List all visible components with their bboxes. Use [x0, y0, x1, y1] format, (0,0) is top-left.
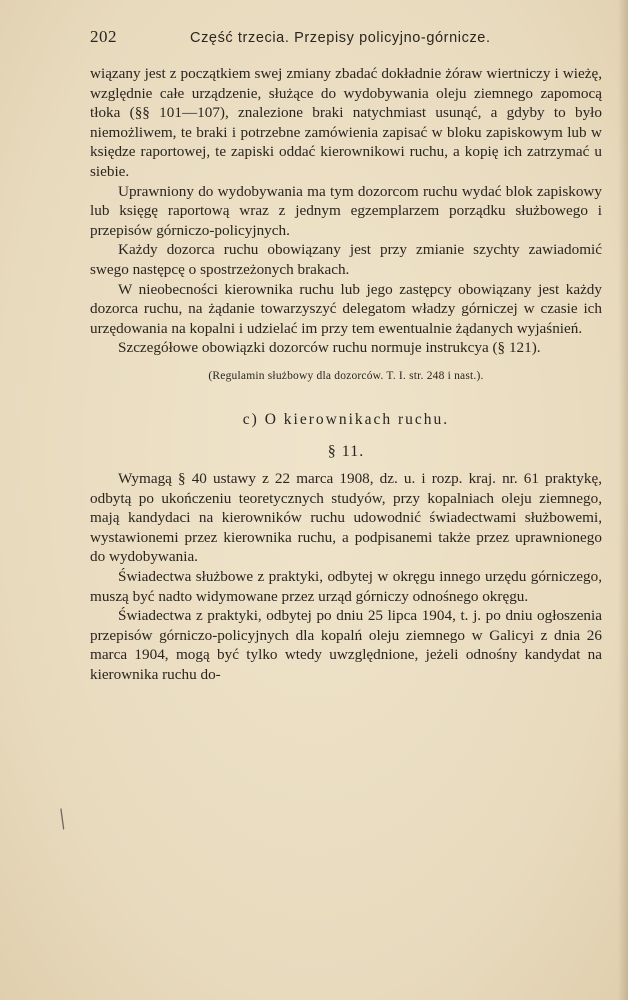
paragraph: W nieobecności kierownika ruchu lub jego zastępcy obowiązany jest każdy dozorca ruchu, na żądanie towarzyszyć delegatom władzy górniczej w czasie ich urzędowania na kopalni i udzielać im przy tem ewentualnie żądanych wyjaśnień.	[90, 280, 602, 337]
source-note: (Regulamin służbowy dla dozorców. T. I. str. 248 i nast.).	[208, 369, 484, 382]
paragraph: Każdy dozorca ruchu obowiązany jest przy zmianie szychty zawiadomić swego następcę o spostrzeżonych brakach.	[90, 241, 602, 278]
page-header	[90, 27, 520, 57]
paragraph: Świadectwa służbowe z praktyki, odbytej w okręgu innego urzędu górniczego, muszą być nadto widymowane przez urząd górniczy odnośnego okręgu.	[90, 568, 602, 605]
page-body	[90, 64, 602, 685]
paragraph: Uprawniony do wydobywania ma tym dozorcom ruchu wydać blok zapiskowy lub księgę raportową wraz z jednym egzemplarzem porządku służbowego i przepisów górniczo-policyjnych.	[90, 182, 602, 239]
section-number: § 11.	[327, 442, 365, 460]
section-title: c) O kierownikach ruchu.	[242, 410, 450, 428]
paragraph: Szczegółowe obowiązki dozorców ruchu normuje instrukcya (§ 121).	[118, 339, 541, 357]
paragraph-continuation: wiązany jest z początkiem swej zmiany zbadać dokładnie żóraw wiertniczy i wieżę, względnie całe urządzenie, służące do wydobywania oleju ziemnego zapomocą tłoka (§§ 101—107), znalezione braki natychmiast usunąć, a gdyby to było niemożliwem, te braki i potrzebne zamówienia zapisać w bloku zapiskowym lub w księdze raportowej, te zapiski oddać kierownikowi ruchu, a kopię ich zatrzymać u siebie.	[90, 65, 602, 180]
paragraph: Wymagą § 40 ustawy z 22 marca 1908, dz. u. i rozp. kraj. nr. 61 praktykę, odbytą po ukończeniu teoretycznych studyów, przy kopalniach oleju ziemnego, mają kandydaci na kierowników ruchu udowodnić świadectwami służbowemi, wystawionemi przez kierownika ruchu, a podpisanemi także przez uprawnionego do wydobywania.	[90, 470, 602, 566]
paragraph: Świadectwa z praktyki, odbytej po dniu 25 lipca 1904, t. j. po dniu ogłoszenia przepisów górniczo-policyjnych dla kopalń oleju ziemnego w Galicyi z dnia 26 marca 1904, mogą być tylko wtedy uwzględnione, jeżeli odnośny kandydat na kierownika ruchu do-	[90, 607, 602, 684]
pencil-mark-icon: ╱	[54, 810, 72, 830]
page-number: 202	[90, 27, 117, 46]
running-head: Część trzecia. Przepisy policyjno-górnicze.	[190, 30, 491, 46]
